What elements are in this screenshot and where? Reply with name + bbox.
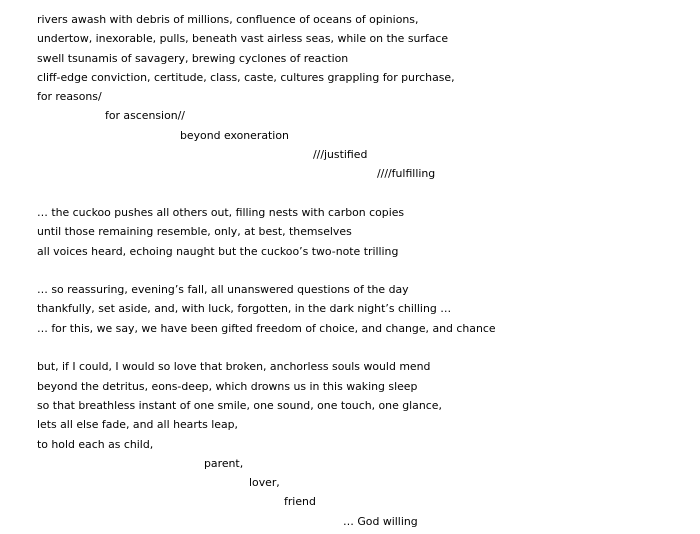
poem-line: friend: [284, 495, 316, 509]
stanza-break: [0, 261, 700, 280]
poem-line: undertow, inexorable, pulls, beneath vast airless seas, while on the surface: [37, 32, 449, 46]
poem-line: so that breathless instant of one smile, one sound, one touch, one glance,: [37, 398, 442, 412]
poem-line: lover,: [249, 476, 280, 490]
poem-line: to hold each as child,: [37, 437, 154, 451]
poem-line: cliff-edge conviction, certitude, class, caste, cultures grappling for purchase,: [37, 70, 455, 84]
stanza-break: [0, 184, 700, 203]
poem-line: lets all else fade, and all hearts leap,: [37, 418, 238, 432]
poem-line: all voices heard, echoing naught but the cuckoo’s two-note trilling: [37, 244, 399, 258]
stanza-break: [0, 338, 700, 357]
poem-line: until those remaining resemble, only, at best, themselves: [37, 225, 352, 239]
poem-line: beyond exoneration: [180, 128, 289, 142]
poem-line: thankfully, set aside, and, with luck, forgotten, in the dark night’s chilling …: [37, 302, 452, 316]
poem-line: rivers awash with debris of millions, confluence of oceans of opinions,: [37, 13, 419, 26]
poem-line: … so reassuring, evening’s fall, all unanswered questions of the day: [37, 283, 409, 297]
poem-line: but, if I could, I would so love that broken, anchorless souls would mend: [37, 360, 431, 374]
poem-line: ////fulfilling: [377, 167, 436, 181]
poem-line: … for this, we say, we have been gifted freedom of choice, and change, and chance: [37, 321, 496, 335]
poem-line: … God willing: [343, 514, 418, 528]
poem-line: parent,: [204, 456, 244, 470]
poem-line: swell tsunamis of savagery, brewing cyclones of reaction: [37, 51, 349, 65]
poem-line: for reasons/: [37, 90, 102, 104]
poem-text: [0, 10, 700, 531]
poem-line: beyond the detritus, eons-deep, which drowns us in this waking sleep: [37, 379, 418, 393]
poem-line: … the cuckoo pushes all others out, filling nests with carbon copies: [37, 205, 405, 219]
poem-line: for ascension//: [105, 109, 185, 123]
poem-line: ///justified: [313, 148, 368, 162]
